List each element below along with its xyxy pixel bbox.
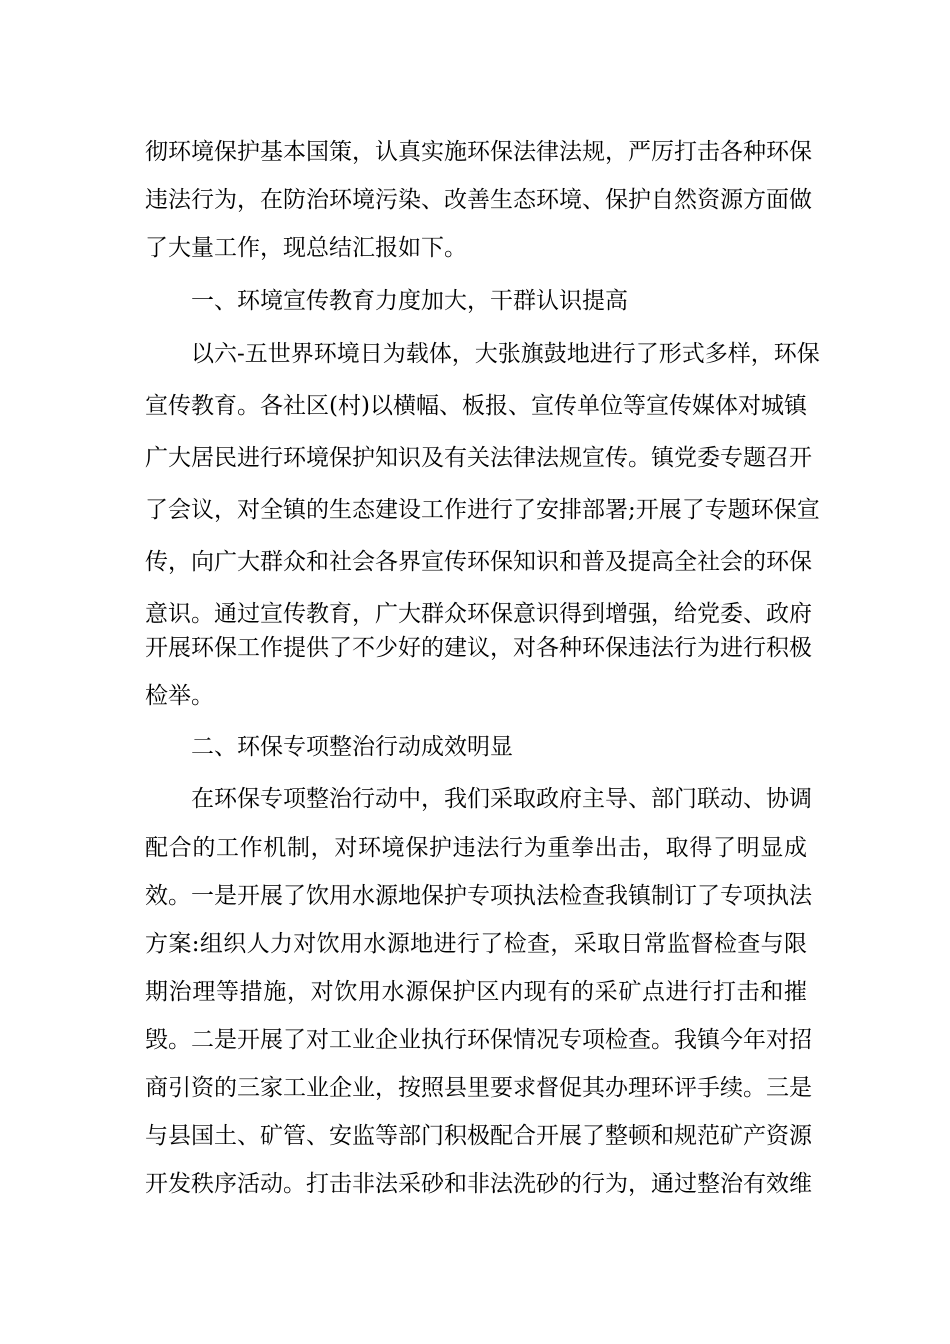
body-text-line: 方案:组织人力对饮用水源地进行了检查，采取日常监督检查与限 — [145, 931, 807, 957]
body-text-line: 意识。通过宣传教育，广大群众环保意识得到增强，给党委、政府 — [145, 601, 812, 627]
body-text-line: 了会议，对全镇的生态建设工作进行了安排部署;开展了专题环保宣 — [145, 497, 820, 523]
body-text-line: 商引资的三家工业企业，按照县里要求督促其办理环评手续。三是 — [145, 1075, 812, 1101]
body-text-line: 在环保专项整治行动中，我们采取政府主导、部门联动、协调 — [191, 786, 812, 812]
section-heading: 二、环保专项整治行动成效明显 — [191, 734, 513, 760]
body-text-line: 宣传教育。各社区(村)以横幅、板报、宣传单位等宣传媒体对城镇 — [145, 393, 807, 419]
body-text-line: 期治理等措施，对饮用水源保护区内现有的采矿点进行打击和摧 — [145, 979, 807, 1005]
body-text-line: 以六-五世界环境日为载体，大张旗鼓地进行了形式多样，环保 — [191, 341, 820, 367]
body-text-line: 与县国土、矿管、安监等部门积极配合开展了整顿和规范矿产资源 — [145, 1123, 812, 1149]
body-text-line: 毁。二是开展了对工业企业执行环保情况专项检查。我镇今年对招 — [145, 1027, 812, 1053]
body-text-line: 彻环境保护基本国策，认真实施环保法律法规，严厉打击各种环保 — [145, 139, 812, 165]
body-text-line: 广大居民进行环境保护知识及有关法律法规宣传。镇党委专题召开 — [145, 445, 812, 471]
body-text-line: 了大量工作，现总结汇报如下。 — [145, 235, 467, 261]
body-text-line: 配合的工作机制，对环境保护违法行为重拳出击，取得了明显成 — [145, 835, 807, 861]
body-text-line: 开展环保工作提供了不少好的建议，对各种环保违法行为进行积极 — [145, 635, 812, 661]
body-text-line: 违法行为，在防治环境污染、改善生态环境、保护自然资源方面做 — [145, 187, 812, 213]
body-text-line: 传，向广大群众和社会各界宣传环保知识和普及提高全社会的环保 — [145, 549, 812, 575]
body-text-line: 开发秩序活动。打击非法采砂和非法洗砂的行为，通过整治有效维 — [145, 1171, 812, 1197]
body-text-line: 效。一是开展了饮用水源地保护专项执法检查我镇制订了专项执法 — [145, 883, 812, 909]
section-heading: 一、环境宣传教育力度加大，干群认识提高 — [191, 288, 628, 314]
body-text-line: 检举。 — [145, 683, 214, 709]
